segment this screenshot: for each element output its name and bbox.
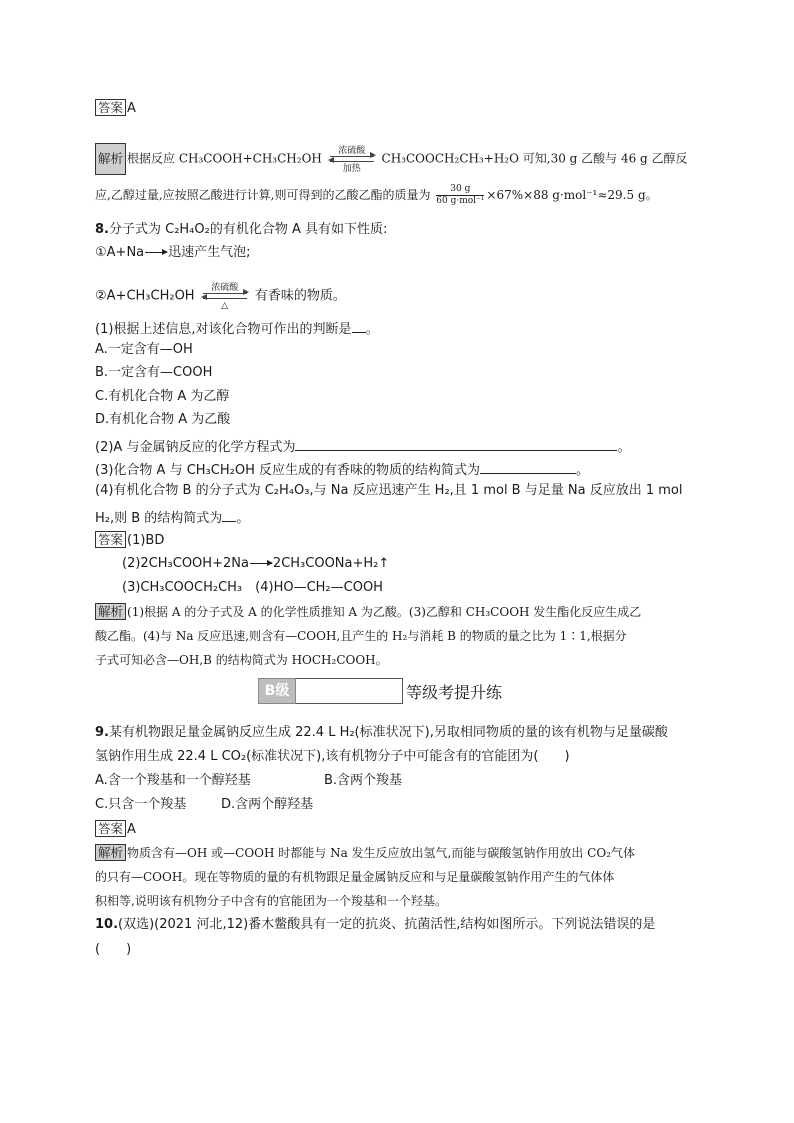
explanation-tag: 解析	[95, 603, 126, 620]
section-header-frame	[296, 678, 403, 704]
q8-option-c: C.有机化合物 A 为乙醇	[95, 389, 230, 404]
q8-sub1-text: (1)根据上述信息,对该化合物可作出的判断是	[95, 322, 352, 337]
mass-fraction	[436, 184, 484, 207]
q9-stem-line1	[95, 724, 668, 742]
answer-tag: 答案	[95, 820, 126, 837]
q8-stem-text: 分子式为 C₂H₄O₂的有机化合物 A 具有如下性质:	[108, 222, 388, 237]
q8-answer-1: (1)BD	[127, 533, 165, 548]
q9-options-row2	[95, 796, 313, 814]
reversible-arrow	[330, 146, 374, 174]
explanation-tag: 解析	[95, 143, 126, 175]
section-title: 等级考提升练	[406, 683, 503, 702]
q9-options-row1	[95, 772, 402, 790]
q7-explanation-line2	[95, 184, 658, 207]
q8-prop1-result: 迅速产生气泡;	[168, 245, 251, 260]
q9-explanation-line2: 的只有—COOH。现在等物质的量的有机物跟足量金属钠反应和与足量碳酸氢钠作用产生的气体体	[95, 870, 615, 884]
q9-option-d: D.含两个醇羟基	[221, 797, 314, 812]
q8-prop1-reactants: ①A+Na	[95, 245, 145, 260]
q8-sub4-text: H₂,则 B 的结构简式为	[95, 511, 223, 526]
question-number: 9.	[95, 725, 109, 740]
q9-expl-text1: 物质含有—OH 或—COOH 时都能与 Na 发生反应放出氢气,而能与碳酸氢钠作用放出 CO₂气体	[127, 846, 636, 860]
q8-expl-text1: (1)根据 A 的分子式及 A 的化学性质推知 A 为乙酸。(3)乙醇和 CH₃COOH 发生酯化反应生成乙	[127, 605, 642, 619]
q8-explanation-line1	[95, 603, 641, 621]
q8-answer-2-products: 2CH₃COONa+H₂↑	[272, 556, 390, 571]
q8-prop2-result: 有香味的物质。	[254, 288, 346, 304]
q8-stem	[95, 221, 387, 239]
answer-tag: 答案	[95, 99, 126, 116]
q7-expl-line2a: 应,乙醇过量,应按照乙酸进行计算,则可得到的乙酸乙酯的质量为	[95, 188, 431, 202]
q10-stem-line2: ( )	[95, 942, 132, 957]
q7-explanation-line1	[95, 143, 688, 175]
q7-expl-part1: 根据反应 CH₃COOH+CH₃CH₂OH	[127, 151, 322, 166]
question-number: 10.	[95, 917, 119, 932]
q8-sub3-text: (3)化合物 A 与 CH₃CH₂OH 反应生成的有香味的物质的结构简式为	[95, 463, 480, 478]
question-number: 8.	[95, 222, 109, 237]
punctuation: 。	[236, 511, 250, 526]
q8-sub2-text: (2)A 与金属钠反应的化学方程式为	[95, 440, 296, 455]
q8-answer-line1	[95, 531, 164, 550]
fraction-numerator: 30 g	[436, 184, 484, 196]
answer-blank[interactable]	[295, 436, 617, 451]
section-badge: B级	[258, 678, 296, 704]
q10-stem-line1	[95, 916, 655, 934]
q8-sub4-line2	[95, 507, 249, 528]
q7-expl-part2: CH₃COOCH₂CH₃+H₂O 可知,30 g 乙酸与 46 g 乙醇反	[381, 151, 688, 166]
explanation-tag: 解析	[95, 844, 126, 861]
q9-option-c: C.只含一个羧基	[95, 797, 187, 812]
reversible-arrow	[203, 283, 247, 311]
q8-sub2	[95, 436, 630, 457]
answer-tag: 答案	[95, 531, 126, 548]
q9-stem-line2: 氢钠作用生成 22.4 L CO₂(标准状况下),该有机物分子中可能含有的官能团为( )	[95, 749, 570, 764]
answer-blank[interactable]	[352, 318, 366, 333]
arrow-condition-top: 浓硫酸	[211, 283, 239, 293]
punctuation: 。	[365, 322, 379, 337]
answer-blank[interactable]	[222, 507, 236, 522]
q8-sub1	[95, 318, 379, 339]
q7-answer-line	[95, 99, 136, 118]
arrow-condition-bottom: △	[221, 301, 229, 311]
q8-option-a: A.一定含有—OH	[95, 342, 193, 357]
q8-explanation-line2: 酸乙酯。(4)与 Na 反应迅速,则含有—COOH,且产生的 H₂与消耗 B 的物质的量之比为 1∶1,根据分	[95, 629, 627, 643]
punctuation: 。	[617, 440, 631, 455]
q9-stem-text1: 某有机物跟足量金属钠反应生成 22.4 L H₂(标准状况下),另取相同物质的量的该有机物与足量碳酸	[108, 725, 668, 740]
q8-answer-line3: (3)CH₃COOCH₂CH₃ (4)HO—CH₂—COOH	[122, 580, 383, 595]
reaction-arrow	[250, 563, 272, 564]
q8-answer-line2	[122, 555, 389, 573]
q9-explanation-line1	[95, 844, 635, 862]
answer-blank[interactable]	[480, 459, 576, 474]
q8-option-b: B.一定含有—COOH	[95, 365, 213, 380]
q7-expl-line2b: ×67%×88 g·mol⁻¹≈29.5 g。	[486, 188, 658, 202]
q8-option-d: D.有机化合物 A 为乙酸	[95, 412, 231, 427]
q8-property1	[95, 244, 251, 262]
q8-prop2-reactants: ②A+CH₃CH₂OH	[95, 288, 195, 304]
q8-property2	[95, 283, 346, 311]
reaction-arrow	[145, 252, 167, 253]
q8-sub4-line1: (4)有机化合物 B 的分子式为 C₂H₄O₃,与 Na 反应迅速产生 H₂,且 1 mol B 与足量 Na 反应放出 1 mol	[95, 483, 683, 498]
q9-answer-line	[95, 820, 136, 839]
q8-explanation-line3: 子式可知必含—OH,B 的结构简式为 HOCH₂COOH。	[95, 653, 388, 667]
punctuation: 。	[575, 463, 589, 478]
q8-sub3	[95, 459, 589, 480]
q8-answer-2-reactants: (2)2CH₃COOH+2Na	[122, 556, 249, 571]
answer-value: A	[127, 101, 136, 116]
fraction-denominator: 60 g·mol⁻¹	[436, 196, 485, 206]
arrow-condition-bottom: 加热	[342, 164, 361, 174]
q9-option-a: A.含一个羧基和一个醇羟基	[95, 773, 251, 788]
q9-option-b: B.含两个羧基	[324, 773, 403, 788]
q9-explanation-line3: 积相等,说明该有机物分子中含有的官能团为一个羧基和一个羟基。	[95, 894, 447, 908]
answer-value: A	[127, 822, 136, 837]
arrow-condition-top: 浓硫酸	[338, 146, 366, 156]
q10-stem-text1: (双选)(2021 河北,12)番木鳖酸具有一定的抗炎、抗菌活性,结构如图所示。下列说法错误的是	[118, 917, 656, 932]
